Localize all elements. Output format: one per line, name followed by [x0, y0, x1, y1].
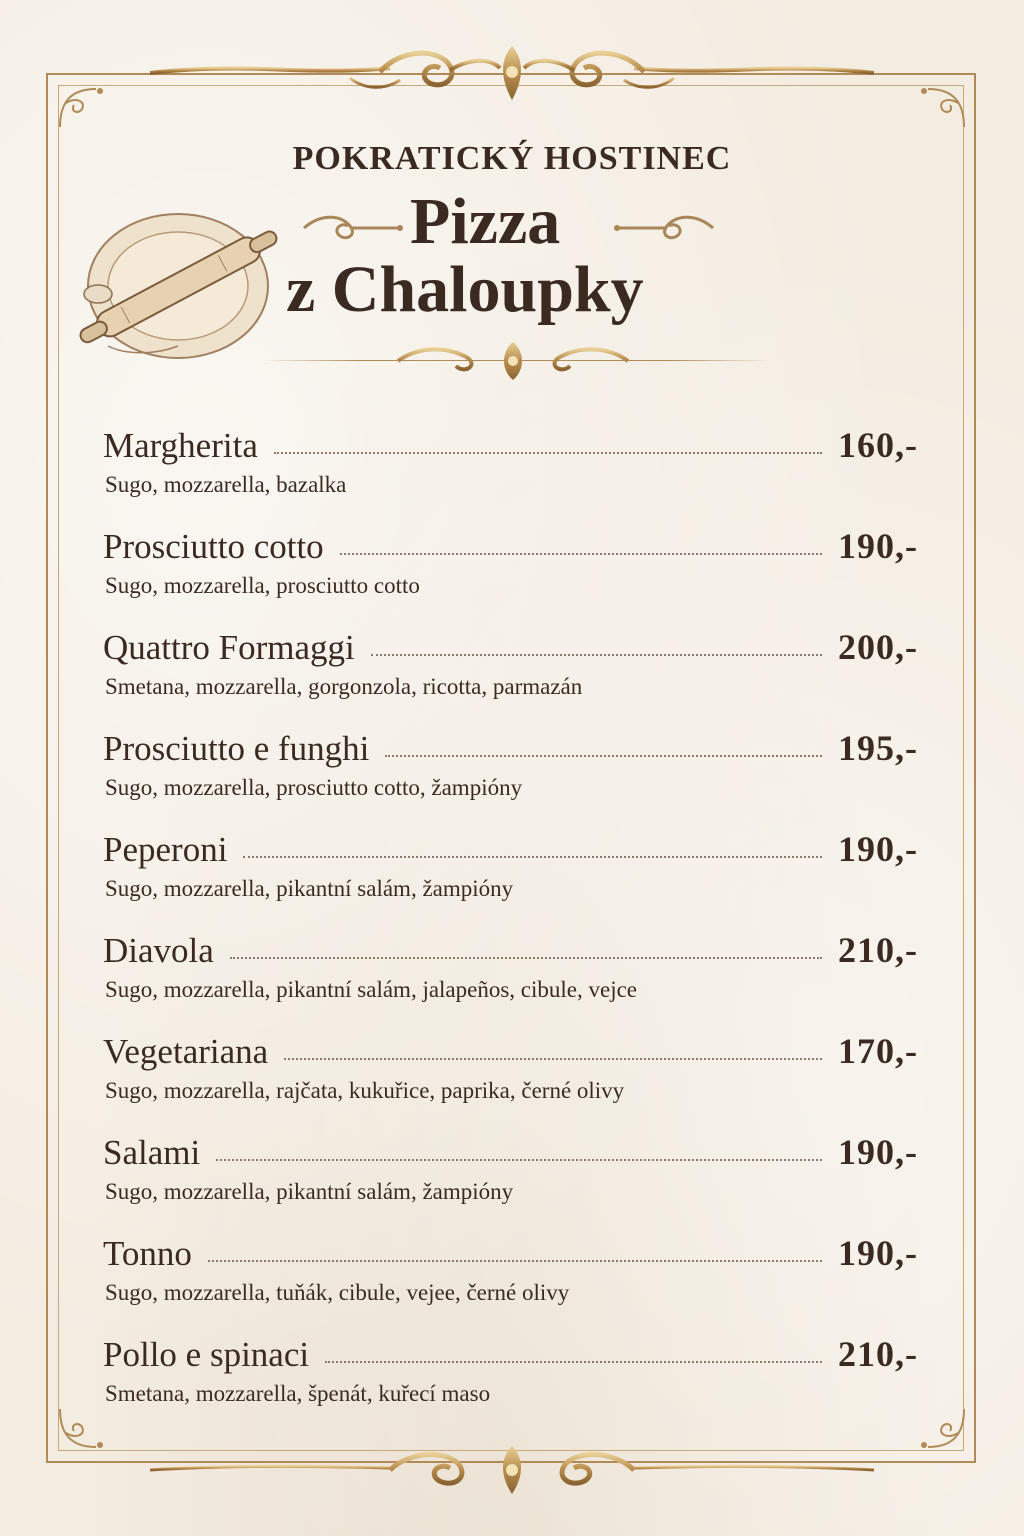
- menu-title-line2: z Chaloupky: [286, 253, 644, 326]
- item-name: Diavola: [103, 931, 214, 970]
- item-description: Smetana, mozzarella, gorgonzola, ricotta, parmazán: [105, 674, 583, 699]
- item-name: Quattro Formaggi: [103, 628, 355, 667]
- menu-title-line1: Pizza: [410, 185, 561, 258]
- item-name: Pollo e spinaci: [103, 1335, 310, 1374]
- menu-item: [103, 925, 918, 1026]
- bottom-scroll-ornament-icon: [150, 1440, 874, 1500]
- pizza-menu-list: [103, 420, 918, 1430]
- rolling-pin-dough-icon: [68, 196, 278, 366]
- item-description: Sugo, mozzarella, pikantní salám, žampióny: [105, 1179, 514, 1204]
- restaurant-name: POKRATICKÝ HOSTINEC: [292, 140, 732, 177]
- item-name: Prosciutto cotto: [103, 527, 324, 566]
- menu-item: [103, 723, 918, 824]
- menu-item: [103, 420, 918, 521]
- menu-item: [103, 1228, 918, 1329]
- item-price: 210,-: [838, 1334, 918, 1374]
- item-description: Sugo, mozzarella, prosciutto cotto: [105, 573, 420, 598]
- menu-item: [103, 1026, 918, 1127]
- item-name: Vegetariana: [103, 1032, 269, 1071]
- corner-flourish-top-left-icon: [56, 83, 116, 133]
- item-description: Sugo, mozzarella, tuňák, cibule, vejee, černé olivy: [105, 1280, 570, 1305]
- item-price: 190,-: [838, 1132, 918, 1172]
- item-price: 210,-: [838, 930, 918, 970]
- title-flourish-right-icon: [612, 210, 717, 246]
- item-description: Sugo, mozzarella, pikantní salám, jalapeños, cibule, vejce: [105, 977, 638, 1002]
- divider-ornament-icon: [388, 338, 638, 384]
- item-price: 190,-: [838, 526, 918, 566]
- item-description: Smetana, mozzarella, špenát, kuřecí maso: [105, 1381, 491, 1406]
- item-name: Peperoni: [103, 830, 228, 869]
- dot-leader: [284, 1057, 822, 1060]
- item-description: Sugo, mozzarella, pikantní salám, žampióny: [105, 876, 514, 901]
- menu-item: [103, 521, 918, 622]
- item-name: Margherita: [103, 426, 258, 465]
- menu-item: [103, 622, 918, 723]
- dot-leader: [325, 1360, 822, 1363]
- dot-leader: [371, 653, 822, 656]
- item-price: 190,-: [838, 1233, 918, 1273]
- item-price: 190,-: [838, 829, 918, 869]
- menu-item: [103, 1329, 918, 1430]
- dot-leader: [385, 754, 822, 757]
- item-description: Sugo, mozzarella, prosciutto cotto, žampióny: [105, 775, 523, 800]
- corner-flourish-top-right-icon: [908, 83, 968, 133]
- dot-leader: [216, 1158, 822, 1161]
- item-description: Sugo, mozzarella, bazalka: [105, 472, 347, 497]
- item-name: Prosciutto e funghi: [103, 729, 370, 768]
- title-flourish-left-icon: [300, 210, 405, 246]
- item-price: 160,-: [838, 425, 918, 465]
- dot-leader: [243, 855, 822, 858]
- top-scroll-ornament-icon: [150, 38, 874, 108]
- item-price: 195,-: [838, 728, 918, 768]
- menu-item: [103, 824, 918, 925]
- dot-leader: [230, 956, 822, 959]
- dot-leader: [274, 451, 822, 454]
- item-name: Salami: [103, 1133, 201, 1172]
- menu-item: [103, 1127, 918, 1228]
- item-price: 200,-: [838, 627, 918, 667]
- item-description: Sugo, mozzarella, rajčata, kukuřice, paprika, černé olivy: [105, 1078, 625, 1103]
- dot-leader: [340, 552, 822, 555]
- item-name: Tonno: [103, 1234, 192, 1273]
- item-price: 170,-: [838, 1031, 918, 1071]
- dot-leader: [208, 1259, 822, 1262]
